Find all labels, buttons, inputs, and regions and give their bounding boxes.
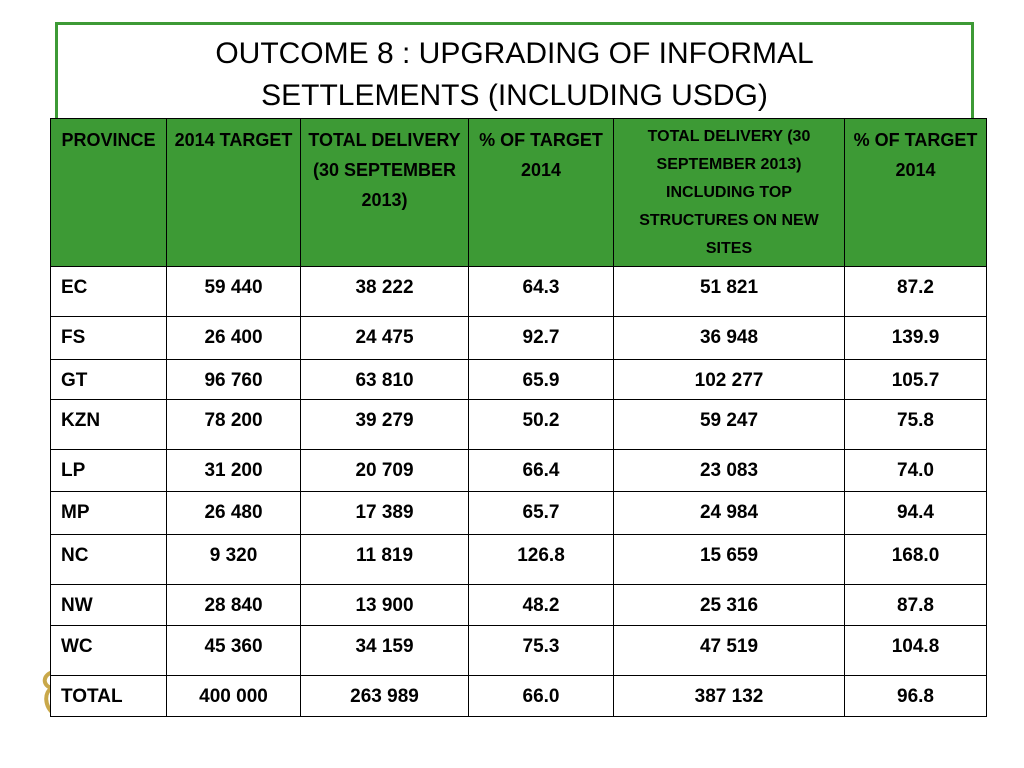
cell-target-2014: 59 440 [167,267,301,317]
cell-total-delivery-incl: 47 519 [614,626,845,676]
cell-percent-target-incl: 75.8 [845,400,987,450]
cell-percent-target-incl: 139.9 [845,317,987,360]
cell-province: GT [51,360,167,400]
cell-percent-target: 126.8 [469,535,614,585]
cell-percent-target-incl: 74.0 [845,450,987,492]
cell-total-delivery-incl: 59 247 [614,400,845,450]
table-row [51,267,987,317]
cell-total-delivery-incl: 25 316 [614,585,845,626]
cell-target-2014: 96 760 [167,360,301,400]
cell-total-delivery-incl: 51 821 [614,267,845,317]
cell-target-2014: 26 400 [167,317,301,360]
cell-target-2014: 78 200 [167,400,301,450]
cell-total-delivery: 263 989 [301,676,469,717]
cell-province: WC [51,626,167,676]
cell-province: FS [51,317,167,360]
cell-total-delivery: 17 389 [301,492,469,535]
cell-target-2014: 26 480 [167,492,301,535]
cell-percent-target: 50.2 [469,400,614,450]
cell-percent-target-incl: 105.7 [845,360,987,400]
cell-target-2014: 31 200 [167,450,301,492]
table-row [51,492,987,535]
cell-percent-target: 66.0 [469,676,614,717]
table-row [51,585,987,626]
delivery-table [50,118,987,717]
header-percent-of-target: % OF TARGET 2014 [469,119,614,267]
cell-total-delivery-incl: 102 277 [614,360,845,400]
cell-percent-target: 64.3 [469,267,614,317]
cell-percent-target: 65.9 [469,360,614,400]
table-row [51,676,987,717]
title-box [55,22,974,122]
cell-total-delivery: 24 475 [301,317,469,360]
header-percent-of-target-incl: % OF TARGET 2014 [845,119,987,267]
cell-total-delivery: 39 279 [301,400,469,450]
cell-province: LP [51,450,167,492]
cell-total-delivery: 13 900 [301,585,469,626]
cell-target-2014: 28 840 [167,585,301,626]
cell-total-delivery-incl: 387 132 [614,676,845,717]
header-2014-target: 2014 TARGET [167,119,301,267]
table-row [51,400,987,450]
cell-target-2014: 45 360 [167,626,301,676]
cell-total-delivery: 63 810 [301,360,469,400]
cell-total-delivery: 38 222 [301,267,469,317]
cell-total-delivery: 11 819 [301,535,469,585]
cell-percent-target: 48.2 [469,585,614,626]
cell-province: MP [51,492,167,535]
slide-title: OUTCOME 8 : UPGRADING OF INFORMAL SETTLEMENTS (INCLUDING USDG) [215,37,814,112]
cell-percent-target: 65.7 [469,492,614,535]
cell-province: TOTAL [51,676,167,717]
cell-percent-target: 66.4 [469,450,614,492]
cell-percent-target-incl: 96.8 [845,676,987,717]
table-row [51,317,987,360]
table-header-row [51,119,987,267]
cell-percent-target: 92.7 [469,317,614,360]
cell-percent-target: 75.3 [469,626,614,676]
cell-total-delivery-incl: 15 659 [614,535,845,585]
cell-percent-target-incl: 94.4 [845,492,987,535]
table-row [51,450,987,492]
cell-total-delivery-incl: 36 948 [614,317,845,360]
cell-province: NC [51,535,167,585]
cell-province: KZN [51,400,167,450]
cell-total-delivery: 20 709 [301,450,469,492]
header-total-delivery-incl-top-structures: TOTAL DELIVERY (30 SEPTEMBER 2013) INCLUDING TOP STRUCTURES ON NEW SITES [614,119,845,267]
header-total-delivery: TOTAL DELIVERY (30 SEPTEMBER 2013) [301,119,469,267]
cell-total-delivery-incl: 23 083 [614,450,845,492]
cell-province: NW [51,585,167,626]
cell-target-2014: 9 320 [167,535,301,585]
cell-percent-target-incl: 168.0 [845,535,987,585]
cell-percent-target-incl: 104.8 [845,626,987,676]
cell-percent-target-incl: 87.2 [845,267,987,317]
cell-percent-target-incl: 87.8 [845,585,987,626]
cell-total-delivery-incl: 24 984 [614,492,845,535]
cell-total-delivery: 34 159 [301,626,469,676]
table-row [51,360,987,400]
table-row [51,626,987,676]
header-province: PROVINCE [51,119,167,267]
cell-province: EC [51,267,167,317]
table-row [51,535,987,585]
cell-target-2014: 400 000 [167,676,301,717]
